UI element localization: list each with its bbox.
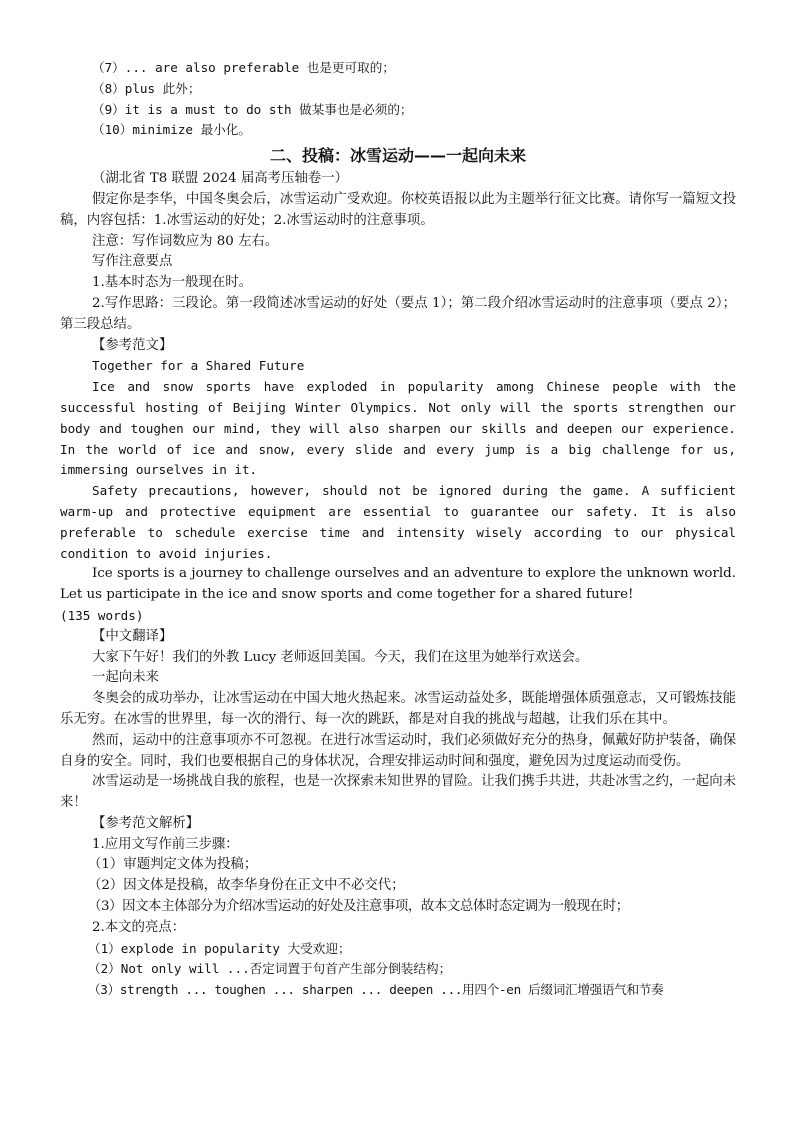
list-item: （7）... are also preferable 也是更可取的； (92, 60, 395, 75)
sample-heading: 【参考范文】 (92, 337, 173, 353)
list-item: （9）it is a must to do sth 做某事也是必须的； (92, 101, 413, 117)
list-item: （10）minimize 最小化。 (92, 122, 251, 138)
tip-item: 2.写作思路：三段论。第一段简述冰雪运动的好处（要点 1）；第二段介绍冰雪运动时的注意事项（要点 2）；第三段总结。 (60, 295, 736, 332)
tips-heading: 写作注意要点 (92, 254, 173, 270)
translation-paragraph: 冰雪运动是一场挑战自我的旅程，也是一次探索未知世界的冒险。让我们携手共进，共赴冰雪之约，一起向未来！ (60, 774, 736, 811)
highlight-item: （3）strength ... toughen ... sharpen ... deepen ...用四个-en 后缀词汇增强语气和节奏 (88, 982, 664, 998)
analysis-step: （2）因文体是投稿，故李华身份在正文中不必交代； (88, 878, 405, 894)
word-count: (135 words) (60, 607, 144, 623)
analysis-step-heading: 1.应用文写作前三步骤： (92, 836, 239, 852)
translation-paragraph: 冬奥会的成功举办，让冰雪运动在中国大地火热起来。冰雪运动益处多，既能增强体质强意志，又可锻炼技能乐无穷。在冰雪的世界里，每一次的滑行、每一次的跳跃，都是对自我的挑战与超越，让我们乐在其中。 (60, 691, 736, 727)
highlight-item: （2）Not only will ...否定词置于句首产生部分倒装结构； (88, 961, 452, 977)
translation-greeting: 大家下午好！我们的外教 Lucy 老师返回美国。今天，我们在这里为她举行欢送会。 (92, 649, 589, 665)
section-title: 二、投稿：冰雪运动——一起向未来 (269, 146, 526, 166)
word-limit-note: 注意：写作词数应为 80 左右。 (92, 233, 279, 249)
highlights-heading: 2.本文的亮点： (92, 919, 186, 935)
source-line: （湖北省 T8 联盟 2024 届高考压轴卷一） (92, 171, 349, 187)
analysis-heading: 【参考范文解析】 (92, 815, 200, 831)
document-page (60, 58, 736, 1001)
essay-paragraph: Ice sports is a journey to challenge ourselves and an adventure to explore the unknown world. Let us participate in the ice and snow sports and come together for a shared future! (60, 566, 736, 603)
essay-paragraph: Ice and snow sports have exploded in popularity among Chinese people with the successful hosting of Beijing Winter Olympics. Not only will the sports strengthen our body and toughen our mind, they will also sharpen our skills and deepen our experience. In the world of ice and snow, every slide and every jump is a big challenge for us, immersing ourselves in it. (60, 379, 736, 478)
tip-item: 1.基本时态为一般现在时。 (92, 275, 253, 291)
list-item: （8）plus 此外； (92, 80, 201, 96)
translation-paragraph: 然而，运动中的注意事项亦不可忽视。在进行冰雪运动时，我们必须做好充分的热身，佩戴好防护装备，确保自身的安全。同时，我们也要根据自己的身体状况，合理安排运动时间和强度，避免因为过度运动而受伤。 (60, 732, 736, 769)
analysis-step: （3）因文本主体部分为介绍冰雪运动的好处及注意事项，故本文总体时态定调为一般现在时； (88, 899, 629, 915)
prompt-paragraph: 假定你是李华，中国冬奥会后，冰雪运动广受欢迎。你校英语报以此为主题举行征文比赛。请你写一篇短文投稿，内容包括：1.冰雪运动的好处；2.冰雪运动时的注意事项。 (60, 191, 736, 228)
essay-title: Together for a Shared Future (92, 358, 305, 374)
highlight-item: （1）explode in popularity 大受欢迎； (88, 940, 351, 956)
translation-title: 一起向未来 (92, 670, 159, 686)
analysis-step: （1）审题判定文体为投稿； (88, 857, 258, 873)
translation-heading: 【中文翻译】 (92, 628, 173, 644)
essay-paragraph: Safety precautions, however, should not be ignored during the game. A sufficient warm-up and protective equipment are essential to guarantee our safety. It is also preferable to schedule exercise time and intensity wisely according to our physical condition to avoid injuries. (60, 483, 736, 561)
